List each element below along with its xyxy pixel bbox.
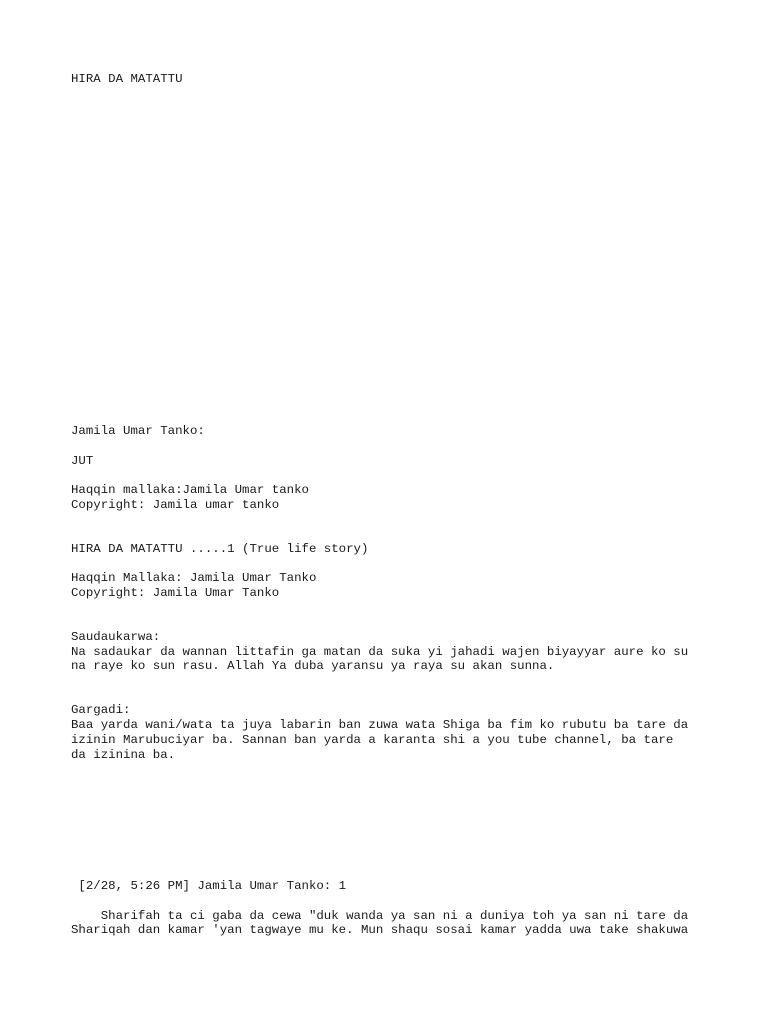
dedication-label: Saudaukarwa: — [71, 630, 161, 644]
warning-text-line: izinin Marubuciyar ba. Sannan ban yarda a karanta shi a you tube channel, ba tare — [71, 733, 674, 747]
warning-text-line: Baa yarda wani/wata ta juya labarin ban zuwa wata Shiga ba fim ko rubutu ba tare da — [71, 718, 689, 732]
author-line: Jamila Umar Tanko: — [71, 424, 205, 438]
rights-line: Haqqin Mallaka: Jamila Umar Tanko — [71, 571, 317, 585]
warning-label: Gargadi: — [71, 703, 131, 717]
document-title: HIRA DA MATATTU — [71, 72, 183, 86]
jut-label: JUT — [71, 454, 94, 468]
dedication-text-line: Na sadaukar da wannan littafin ga matan da suka yi jahadi wajen biyayyar aure ko su — [71, 645, 689, 659]
warning-text-line: da izinina ba. — [71, 748, 176, 762]
copyright-line: Copyright: Jamila umar tanko — [71, 498, 280, 512]
dedication-text-line: na raye ko sun rasu. Allah Ya duba yaransu ya raya su akan sunna. — [71, 659, 555, 673]
story-text-line: Sharifah ta ci gaba da cewa "duk wanda ya san ni a duniya toh ya san ni tare da — [71, 909, 689, 923]
rights-line: Haqqin mallaka:Jamila Umar tanko — [71, 483, 309, 497]
chapter-heading: HIRA DA MATATTU .....1 (True life story) — [71, 542, 369, 556]
story-text-line: Shariqah dan kamar 'yan tagwaye mu ke. Mun shaqu sosai kamar yadda uwa take shakuwa — [71, 923, 689, 937]
chat-timestamp-header: [2/28, 5:26 PM] Jamila Umar Tanko: 1 — [71, 879, 347, 893]
copyright-line: Copyright: Jamila Umar Tanko — [71, 586, 280, 600]
